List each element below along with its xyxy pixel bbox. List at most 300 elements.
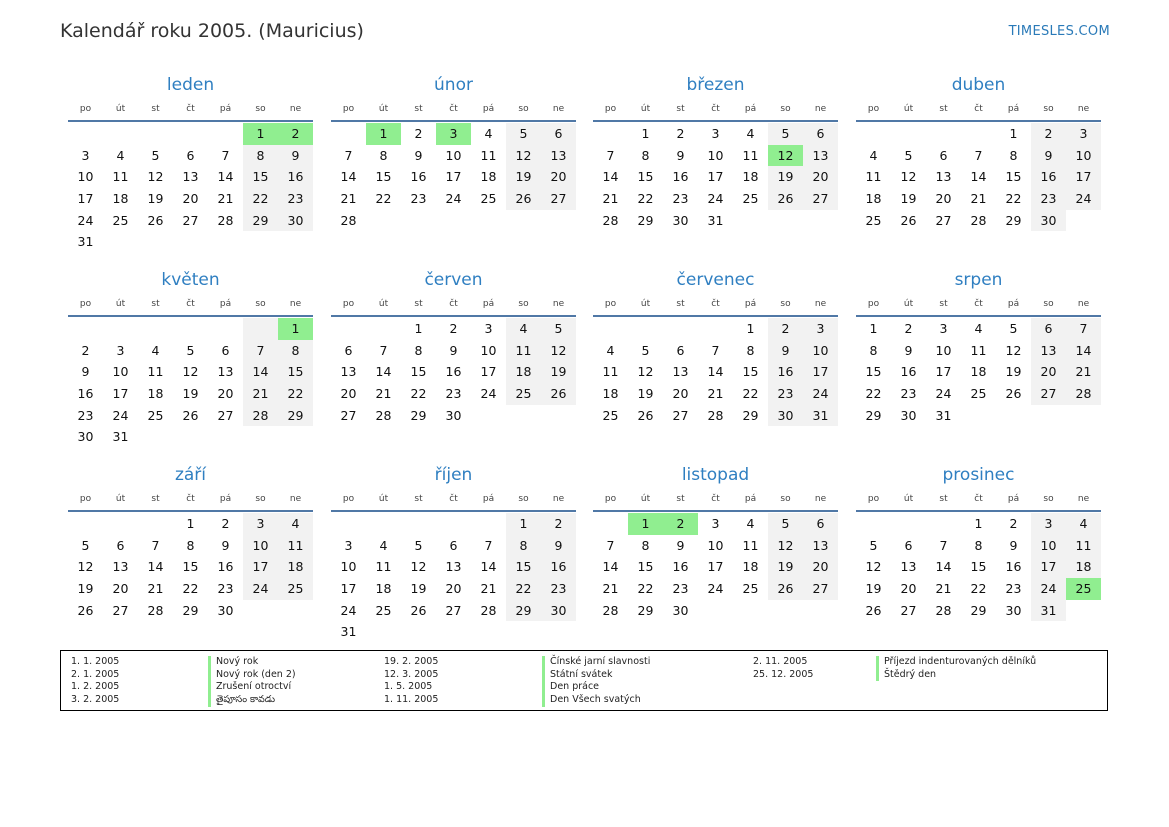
- day-cell: 31: [340, 624, 357, 640]
- day-cell: 11: [970, 342, 987, 358]
- day-cell: 19: [410, 581, 427, 597]
- day-cell: 22: [1005, 191, 1022, 207]
- day-cell: 26: [865, 602, 882, 618]
- weekday-label: pá: [1007, 104, 1020, 114]
- day-cell: 19: [865, 581, 882, 597]
- weekday-label: po: [604, 299, 617, 309]
- day-cell: 6: [803, 123, 838, 145]
- day-cell: 20: [1031, 361, 1066, 383]
- day-cell: 28: [970, 212, 987, 228]
- day-cell: 2: [541, 513, 576, 535]
- month-name: září: [174, 465, 207, 485]
- day-cell: 23: [77, 407, 94, 423]
- legend-dates-col-2: [384, 656, 438, 707]
- day-cell: 4: [379, 537, 388, 553]
- day-grid: [593, 123, 838, 231]
- day-cell: 15: [970, 559, 987, 575]
- weekday-label: ne: [1077, 494, 1090, 504]
- day-cell: 8: [641, 147, 650, 163]
- weekday-label: po: [867, 299, 880, 309]
- day-grid: [856, 318, 1101, 426]
- day-cell: 9: [904, 342, 913, 358]
- day-cell: 13: [541, 145, 576, 167]
- day-cell: 4: [746, 516, 755, 531]
- day-cell: 4: [974, 321, 983, 336]
- day-cell: 28: [602, 602, 619, 618]
- weekday-label: po: [867, 494, 880, 504]
- day-cell: 22: [742, 386, 759, 402]
- day-cell: 25: [742, 581, 759, 597]
- day-cell: 11: [865, 169, 882, 185]
- day-cell: 30: [768, 405, 803, 427]
- day-cell: 15: [637, 169, 654, 185]
- empty-day: [103, 123, 138, 145]
- legend-holiday-name: Státní svátek: [542, 669, 650, 682]
- day-cell: 21: [1066, 361, 1101, 383]
- weekday-label: st: [676, 104, 685, 114]
- day-cell: 26: [410, 602, 427, 618]
- day-cell: 29: [278, 405, 313, 427]
- empty-day: [593, 513, 628, 535]
- day-cell: 8: [186, 537, 195, 553]
- month-name: leden: [166, 75, 215, 95]
- month-name: říjen: [434, 465, 473, 485]
- day-cell: 25: [970, 386, 987, 402]
- weekday-label: čt: [449, 299, 458, 309]
- day-cell: 5: [81, 537, 90, 553]
- day-cell: 11: [602, 364, 619, 380]
- day-cell: 9: [1031, 145, 1066, 167]
- day-cell: 14: [707, 364, 724, 380]
- day-cell: 20: [672, 386, 689, 402]
- weekday-label: so: [255, 494, 266, 504]
- month-name: červen: [424, 270, 483, 290]
- day-cell: 7: [606, 537, 615, 553]
- day-cell: 14: [935, 559, 952, 575]
- weekday-header: [856, 297, 1101, 311]
- weekday-label: so: [780, 104, 791, 114]
- day-cell: 1: [869, 321, 878, 336]
- weekday-header: [593, 102, 838, 116]
- day-cell: 16: [77, 386, 94, 402]
- empty-day: [331, 513, 366, 535]
- day-cell: 26: [182, 407, 199, 423]
- day-cell: 29: [637, 212, 654, 228]
- header-rule: [331, 120, 576, 122]
- legend-date: 12. 3. 2005: [384, 668, 439, 680]
- day-cell: 7: [939, 537, 948, 553]
- legend-date: 19. 2. 2005: [384, 656, 439, 667]
- holiday-legend: [60, 650, 1108, 711]
- legend-holiday-name: Den práce: [542, 681, 650, 694]
- weekday-header: [593, 297, 838, 311]
- day-cell: 17: [77, 191, 94, 207]
- weekday-label: po: [342, 299, 355, 309]
- weekday-label: ne: [1077, 299, 1090, 309]
- day-cell: 18: [278, 556, 313, 578]
- day-cell: 6: [449, 537, 458, 553]
- day-cell: 10: [77, 169, 94, 185]
- month-říjen: [331, 464, 576, 643]
- day-cell: 14: [147, 559, 164, 575]
- day-cell: 12: [1005, 342, 1022, 358]
- day-cell: 30: [541, 600, 576, 622]
- day-cell: 3: [484, 321, 493, 336]
- day-cell: 28: [340, 212, 357, 228]
- day-cell: 19: [182, 386, 199, 402]
- legend-names-col-3: [876, 656, 1036, 681]
- weekday-label: so: [255, 104, 266, 114]
- day-cell: 1: [243, 123, 278, 145]
- day-cell: 16: [410, 169, 427, 185]
- day-cell: 9: [541, 535, 576, 557]
- day-cell: 1: [186, 516, 195, 531]
- empty-day: [926, 513, 961, 535]
- month-duben: [856, 74, 1101, 231]
- day-cell: 27: [935, 212, 952, 228]
- day-cell: 9: [676, 537, 685, 553]
- day-cell: 25: [147, 407, 164, 423]
- month-name: červenec: [676, 270, 755, 290]
- legend-date: 2. 1. 2005: [71, 668, 120, 680]
- day-cell: 5: [768, 513, 803, 535]
- month-leden: [68, 74, 313, 253]
- day-cell: 12: [506, 145, 541, 167]
- day-cell: 11: [506, 340, 541, 362]
- day-grid: [593, 513, 838, 621]
- empty-day: [856, 513, 891, 535]
- day-cell: 18: [970, 364, 987, 380]
- day-cell: 11: [147, 364, 164, 380]
- day-cell: 25: [742, 191, 759, 207]
- weekday-label: st: [939, 104, 948, 114]
- weekday-label: ne: [289, 299, 302, 309]
- day-cell: 3: [1066, 123, 1101, 145]
- day-cell: 20: [182, 191, 199, 207]
- day-cell: 17: [480, 364, 497, 380]
- day-cell: 28: [147, 602, 164, 618]
- day-cell: 4: [151, 342, 160, 358]
- day-cell: 12: [865, 559, 882, 575]
- day-cell: 10: [445, 147, 462, 163]
- day-cell: 1: [1009, 126, 1018, 141]
- day-cell: 1: [278, 318, 313, 340]
- legend-date: 2. 11. 2005: [753, 656, 808, 667]
- weekday-label: po: [79, 104, 92, 114]
- day-cell: 7: [344, 147, 353, 163]
- empty-day: [208, 318, 243, 340]
- day-cell: 15: [637, 559, 654, 575]
- weekday-label: pá: [744, 299, 757, 309]
- day-cell: 18: [742, 169, 759, 185]
- day-cell: 13: [112, 559, 129, 575]
- header-rule: [593, 510, 838, 512]
- day-cell: 19: [147, 191, 164, 207]
- day-cell: 7: [379, 342, 388, 358]
- day-cell: 4: [746, 126, 755, 141]
- day-cell: 3: [81, 147, 90, 163]
- day-cell: 25: [865, 212, 882, 228]
- weekday-label: so: [518, 494, 529, 504]
- day-cell: 10: [707, 147, 724, 163]
- day-cell: 19: [637, 386, 654, 402]
- day-cell: 14: [970, 169, 987, 185]
- day-cell: 17: [445, 169, 462, 185]
- day-cell: 26: [77, 602, 94, 618]
- day-cell: 6: [186, 147, 195, 163]
- day-cell: 2: [449, 321, 458, 336]
- empty-day: [366, 318, 401, 340]
- day-cell: 8: [506, 535, 541, 557]
- month-name: srpen: [954, 270, 1003, 290]
- weekday-label: čt: [711, 494, 720, 504]
- day-grid: [68, 513, 313, 621]
- day-cell: 17: [340, 581, 357, 597]
- legend-dates-col-3: [753, 656, 813, 681]
- month-name: listopad: [681, 465, 750, 485]
- day-cell: 3: [243, 513, 278, 535]
- day-cell: 15: [865, 364, 882, 380]
- day-grid: [331, 318, 576, 426]
- weekday-header: [68, 102, 313, 116]
- day-cell: 17: [707, 559, 724, 575]
- day-cell: 18: [602, 386, 619, 402]
- day-cell: 17: [1066, 166, 1101, 188]
- empty-day: [471, 513, 506, 535]
- day-cell: 18: [112, 191, 129, 207]
- legend-names-col-1: [208, 656, 296, 707]
- day-cell: 23: [900, 386, 917, 402]
- day-cell: 11: [742, 537, 759, 553]
- day-cell: 26: [1005, 386, 1022, 402]
- day-cell: 23: [410, 191, 427, 207]
- weekday-label: pá: [1007, 299, 1020, 309]
- day-cell: 15: [278, 361, 313, 383]
- day-cell: 24: [243, 578, 278, 600]
- day-cell: 15: [1005, 169, 1022, 185]
- month-prosinec: [856, 464, 1101, 621]
- day-cell: 5: [904, 147, 913, 163]
- day-cell: 19: [1005, 364, 1022, 380]
- day-cell: 5: [186, 342, 195, 358]
- empty-day: [173, 123, 208, 145]
- weekday-label: po: [604, 494, 617, 504]
- day-cell: 29: [243, 210, 278, 232]
- day-cell: 16: [1005, 559, 1022, 575]
- weekday-label: so: [1043, 494, 1054, 504]
- day-cell: 2: [1009, 516, 1018, 531]
- weekday-label: pá: [219, 494, 232, 504]
- empty-day: [856, 123, 891, 145]
- day-cell: 15: [742, 364, 759, 380]
- day-cell: 19: [900, 191, 917, 207]
- header-rule: [68, 315, 313, 317]
- header-rule: [856, 120, 1101, 122]
- day-cell: 20: [445, 581, 462, 597]
- day-cell: 20: [803, 556, 838, 578]
- header-rule: [593, 120, 838, 122]
- day-cell: 30: [900, 407, 917, 423]
- day-cell: 27: [112, 602, 129, 618]
- day-cell: 5: [768, 123, 803, 145]
- day-cell: 5: [541, 318, 576, 340]
- day-cell: 15: [375, 169, 392, 185]
- day-cell: 31: [803, 405, 838, 427]
- day-cell: 10: [1066, 145, 1101, 167]
- weekday-label: pá: [1007, 494, 1020, 504]
- day-cell: 21: [243, 383, 278, 405]
- weekday-label: čt: [186, 494, 195, 504]
- day-cell: 8: [974, 537, 983, 553]
- day-cell: 2: [278, 123, 313, 145]
- weekday-label: st: [676, 494, 685, 504]
- empty-day: [68, 318, 103, 340]
- day-cell: 13: [182, 169, 199, 185]
- day-cell: 12: [182, 364, 199, 380]
- weekday-label: so: [1043, 299, 1054, 309]
- day-cell: 9: [278, 145, 313, 167]
- weekday-label: st: [939, 299, 948, 309]
- day-cell: 27: [340, 407, 357, 423]
- weekday-label: ne: [289, 494, 302, 504]
- weekday-label: pá: [219, 104, 232, 114]
- weekday-label: út: [640, 299, 651, 309]
- day-cell: 4: [484, 126, 493, 141]
- day-cell: 31: [112, 429, 129, 445]
- month-srpen: [856, 269, 1101, 426]
- day-cell: 6: [541, 123, 576, 145]
- day-cell: 16: [672, 169, 689, 185]
- day-cell: 3: [344, 537, 353, 553]
- day-cell: 17: [935, 364, 952, 380]
- day-cell: 31: [77, 234, 94, 250]
- day-cell: 14: [480, 559, 497, 575]
- day-cell: 23: [278, 188, 313, 210]
- weekday-label: čt: [449, 104, 458, 114]
- weekday-label: ne: [814, 104, 827, 114]
- day-cell: 4: [278, 513, 313, 535]
- day-cell: 8: [414, 342, 423, 358]
- day-cell: 11: [480, 147, 497, 163]
- header-rule: [68, 120, 313, 122]
- day-cell: 15: [506, 556, 541, 578]
- day-cell: 18: [480, 169, 497, 185]
- day-cell: 19: [768, 556, 803, 578]
- day-cell: 6: [676, 342, 685, 358]
- day-cell: 21: [375, 386, 392, 402]
- day-cell: 16: [217, 559, 234, 575]
- day-cell: 29: [637, 602, 654, 618]
- empty-day: [138, 318, 173, 340]
- day-cell: 23: [445, 386, 462, 402]
- day-cell: 21: [480, 581, 497, 597]
- day-cell: 14: [217, 169, 234, 185]
- day-cell: 1: [974, 516, 983, 531]
- day-cell: 27: [803, 578, 838, 600]
- day-cell: 28: [375, 407, 392, 423]
- day-grid: [856, 123, 1101, 231]
- day-cell: 11: [742, 147, 759, 163]
- day-cell: 28: [935, 602, 952, 618]
- day-cell: 10: [935, 342, 952, 358]
- empty-day: [891, 513, 926, 535]
- month-září: [68, 464, 313, 621]
- site-link[interactable]: TIMESLES.COM: [1008, 24, 1110, 39]
- day-grid: [593, 318, 838, 426]
- day-cell: 2: [221, 516, 230, 531]
- day-cell: 7: [974, 147, 983, 163]
- legend-holiday-name: Den Všech svatých: [542, 694, 650, 707]
- day-cell: 24: [707, 581, 724, 597]
- day-cell: 21: [217, 191, 234, 207]
- day-cell: 23: [672, 191, 689, 207]
- day-cell: 15: [182, 559, 199, 575]
- day-cell: 31: [1031, 600, 1066, 622]
- day-cell: 3: [711, 126, 720, 141]
- day-cell: 18: [742, 559, 759, 575]
- weekday-label: st: [939, 494, 948, 504]
- day-cell: 18: [865, 191, 882, 207]
- day-cell: 23: [1005, 581, 1022, 597]
- day-cell: 7: [1066, 318, 1101, 340]
- day-cell: 20: [340, 386, 357, 402]
- weekday-label: st: [151, 494, 160, 504]
- day-cell: 11: [375, 559, 392, 575]
- weekday-label: pá: [482, 494, 495, 504]
- day-cell: 8: [746, 342, 755, 358]
- day-cell: 10: [480, 342, 497, 358]
- day-cell: 7: [711, 342, 720, 358]
- weekday-header: [68, 492, 313, 506]
- day-cell: 30: [77, 429, 94, 445]
- day-cell: 2: [81, 342, 90, 358]
- weekday-label: út: [115, 299, 126, 309]
- day-cell: 30: [278, 210, 313, 232]
- day-cell: 30: [672, 212, 689, 228]
- day-cell: 12: [410, 559, 427, 575]
- day-cell: 5: [414, 537, 423, 553]
- day-cell: 12: [768, 535, 803, 557]
- day-cell: 7: [221, 147, 230, 163]
- weekday-label: so: [1043, 104, 1054, 114]
- weekday-label: po: [604, 104, 617, 114]
- day-grid: [331, 513, 576, 643]
- day-cell: 22: [278, 383, 313, 405]
- day-cell: 14: [1066, 340, 1101, 362]
- day-cell: 10: [803, 340, 838, 362]
- day-cell: 24: [707, 191, 724, 207]
- day-cell: 3: [803, 318, 838, 340]
- weekday-label: ne: [814, 299, 827, 309]
- weekday-label: pá: [482, 104, 495, 114]
- day-cell: 7: [243, 340, 278, 362]
- weekday-label: út: [640, 494, 651, 504]
- weekday-label: čt: [186, 104, 195, 114]
- weekday-label: út: [378, 299, 389, 309]
- day-cell: 8: [869, 342, 878, 358]
- weekday-label: čt: [711, 104, 720, 114]
- weekday-header: [331, 492, 576, 506]
- day-cell: 19: [541, 361, 576, 383]
- weekday-label: út: [640, 104, 651, 114]
- day-cell: 13: [340, 364, 357, 380]
- day-cell: 12: [768, 145, 803, 167]
- legend-holiday-name: తైపూసం కావడు: [208, 694, 296, 707]
- day-cell: 16: [445, 364, 462, 380]
- day-cell: 29: [865, 407, 882, 423]
- day-cell: 10: [112, 364, 129, 380]
- day-cell: 17: [243, 556, 278, 578]
